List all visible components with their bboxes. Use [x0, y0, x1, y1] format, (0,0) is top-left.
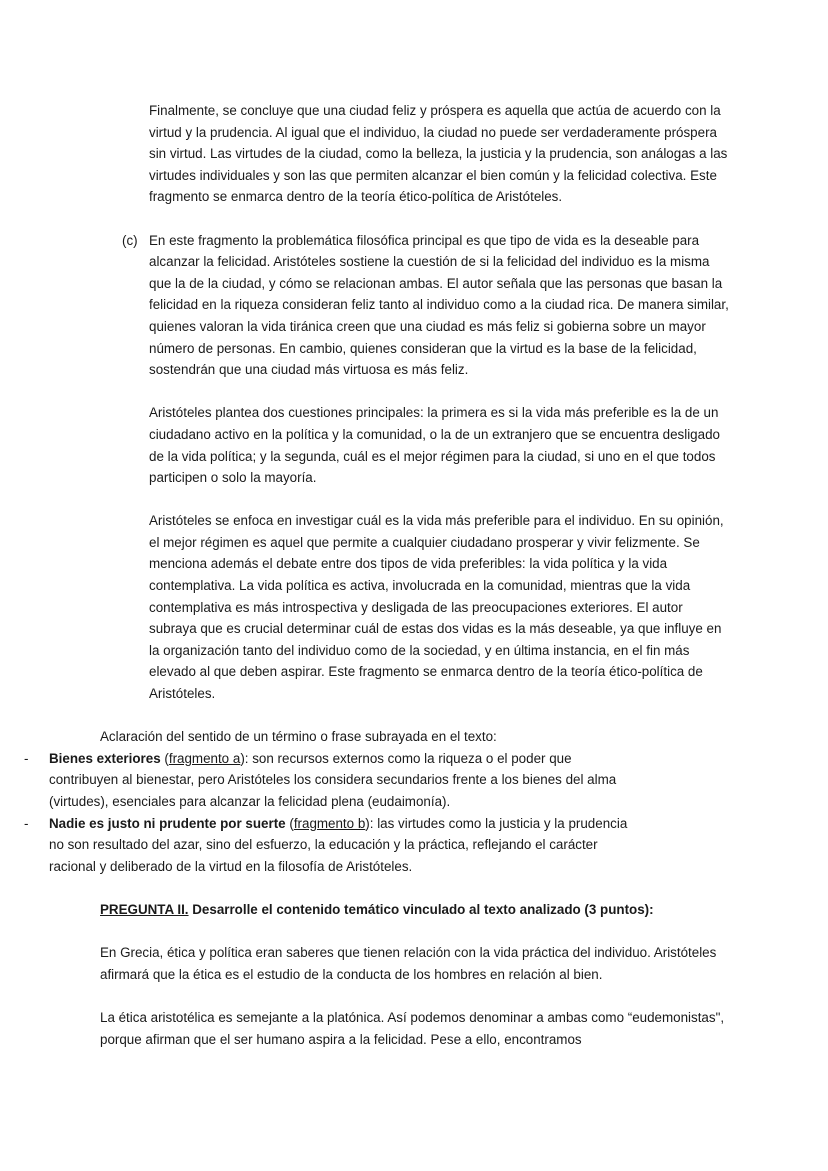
- term-label: Nadie es justo ni prudente por suerte: [49, 815, 286, 831]
- ref-open: (: [160, 750, 169, 766]
- list-item: [24, 813, 629, 878]
- list-item: [24, 748, 629, 813]
- section-c-paragraph-2: Aristóteles plantea dos cuestiones principales: la primera es si la vida más preferible es la de un ciudadano activo en la política y la comunidad, o la de un extranjero que se encuentra desligado de la vida política; y la segunda, cuál es el mejor régimen para la ciudad, si uno en el que todos participen o solo la mayoría.: [149, 405, 720, 486]
- question-two-heading: [100, 899, 740, 921]
- question-label: PREGUNTA II.: [100, 901, 189, 917]
- intro-block: [149, 100, 729, 208]
- fragment-reference: fragmento b: [293, 815, 366, 831]
- clarification-list: [0, 748, 640, 878]
- clarification-heading: Aclaración del sentido de un término o frase subrayada en el texto:: [100, 729, 497, 745]
- intro-paragraph: Finalmente, se concluye que una ciudad feliz y próspera es aquella que actúa de acuerdo con la virtud y la prudencia. Al igual que el individuo, la ciudad no puede ser verdaderamente próspera sin virtud. Las virtudes de la ciudad, como la belleza, la justicia y la prudencia, son análogas a las virtudes individuales y son las que permiten alcanzar el bien común y la felicidad colectiva. Este fragmento se enmarca dentro de la teoría ético-política de Aristóteles.: [149, 103, 728, 205]
- section-c-paragraph-3: Aristóteles se enfoca en investigar cuál es la vida más preferible para el individuo. En su opinión, el mejor régimen es aquel que permite a cualquier ciudadano prosperar y vivir felizmente. Se menciona además el debate entre dos tipos de vida preferibles: la vida política y la vida contemplativa. La vida política es activa, involucrada en la comunidad, mientras que la vida contemplativa es más introspectiva y desligada de las preocupaciones exteriores. El autor subraya que es crucial determinar cuál de estas dos vidas es la más deseable, ya que influye en la organización tanto del individuo como de la sociedad, y en última instancia, en el fin más elevado al que deben aspirar. Este fragmento se enmarca dentro de la teoría ético-política de Aristóteles.: [149, 513, 724, 702]
- term-definition: : son recursos externos como la riqueza o el poder que contribuyen al bienestar, pero Aristóteles los considera secundarios frente a los bienes del alma (virtudes), esenciales para alcanzar la felicidad plena (eudaimonía).: [49, 750, 617, 809]
- section-c-marker: (c): [122, 232, 138, 248]
- ref-open: (: [285, 815, 294, 831]
- term-definition: : las virtudes como la justicia y la prudencia no son resultado del azar, sino del esfuerzo, la educación y la práctica, reflejando el carácter racional y deliberado de la virtud en la filosofía de Aristóteles.: [49, 815, 628, 874]
- section-c: [122, 230, 729, 705]
- ref-close: ): [365, 815, 370, 831]
- body-paragraph-1: En Grecia, ética y política eran saberes que tienen relación con la vida práctica del individuo. Aristóteles afirmará que la ética es el estudio de la conducta de los hombres en relación al bien.: [100, 945, 717, 982]
- fragment-reference: fragmento a: [168, 750, 241, 766]
- bullet-dash: -: [24, 815, 29, 831]
- body-paragraph-2: La ética aristotélica es semejante a la platónica. Así podemos denominar a ambas como “eudemonistas", porque afirman que el ser humano aspira a la felicidad. Pese a ello, encontramos: [100, 1009, 725, 1047]
- term-label: Bienes exteriores: [49, 750, 161, 766]
- section-c-paragraph-1: En este fragmento la problemática filosófica principal es que tipo de vida es la deseable para alcanzar la felicidad. Aristóteles sostiene la cuestión de si la felicidad del individuo es la misma que la de la ciudad, y cómo se relacionan ambas. El autor señala que las personas que basan la felicidad en la riqueza consideran feliz tanto al individuo como a la ciudad rica. De manera similar, quienes valoran la vida tiránica creen que una ciudad es más feliz si gobierna sobre un mayor número de personas. En cambio, quienes consideran que la virtud es la base de la felicidad, sostendrán que una ciudad más virtuosa es más feliz.: [149, 232, 729, 378]
- question-title: Desarrolle el contenido temático vinculado al texto analizado (3 puntos):: [188, 901, 654, 917]
- bullet-dash: -: [24, 750, 29, 766]
- ref-close: ): [240, 750, 245, 766]
